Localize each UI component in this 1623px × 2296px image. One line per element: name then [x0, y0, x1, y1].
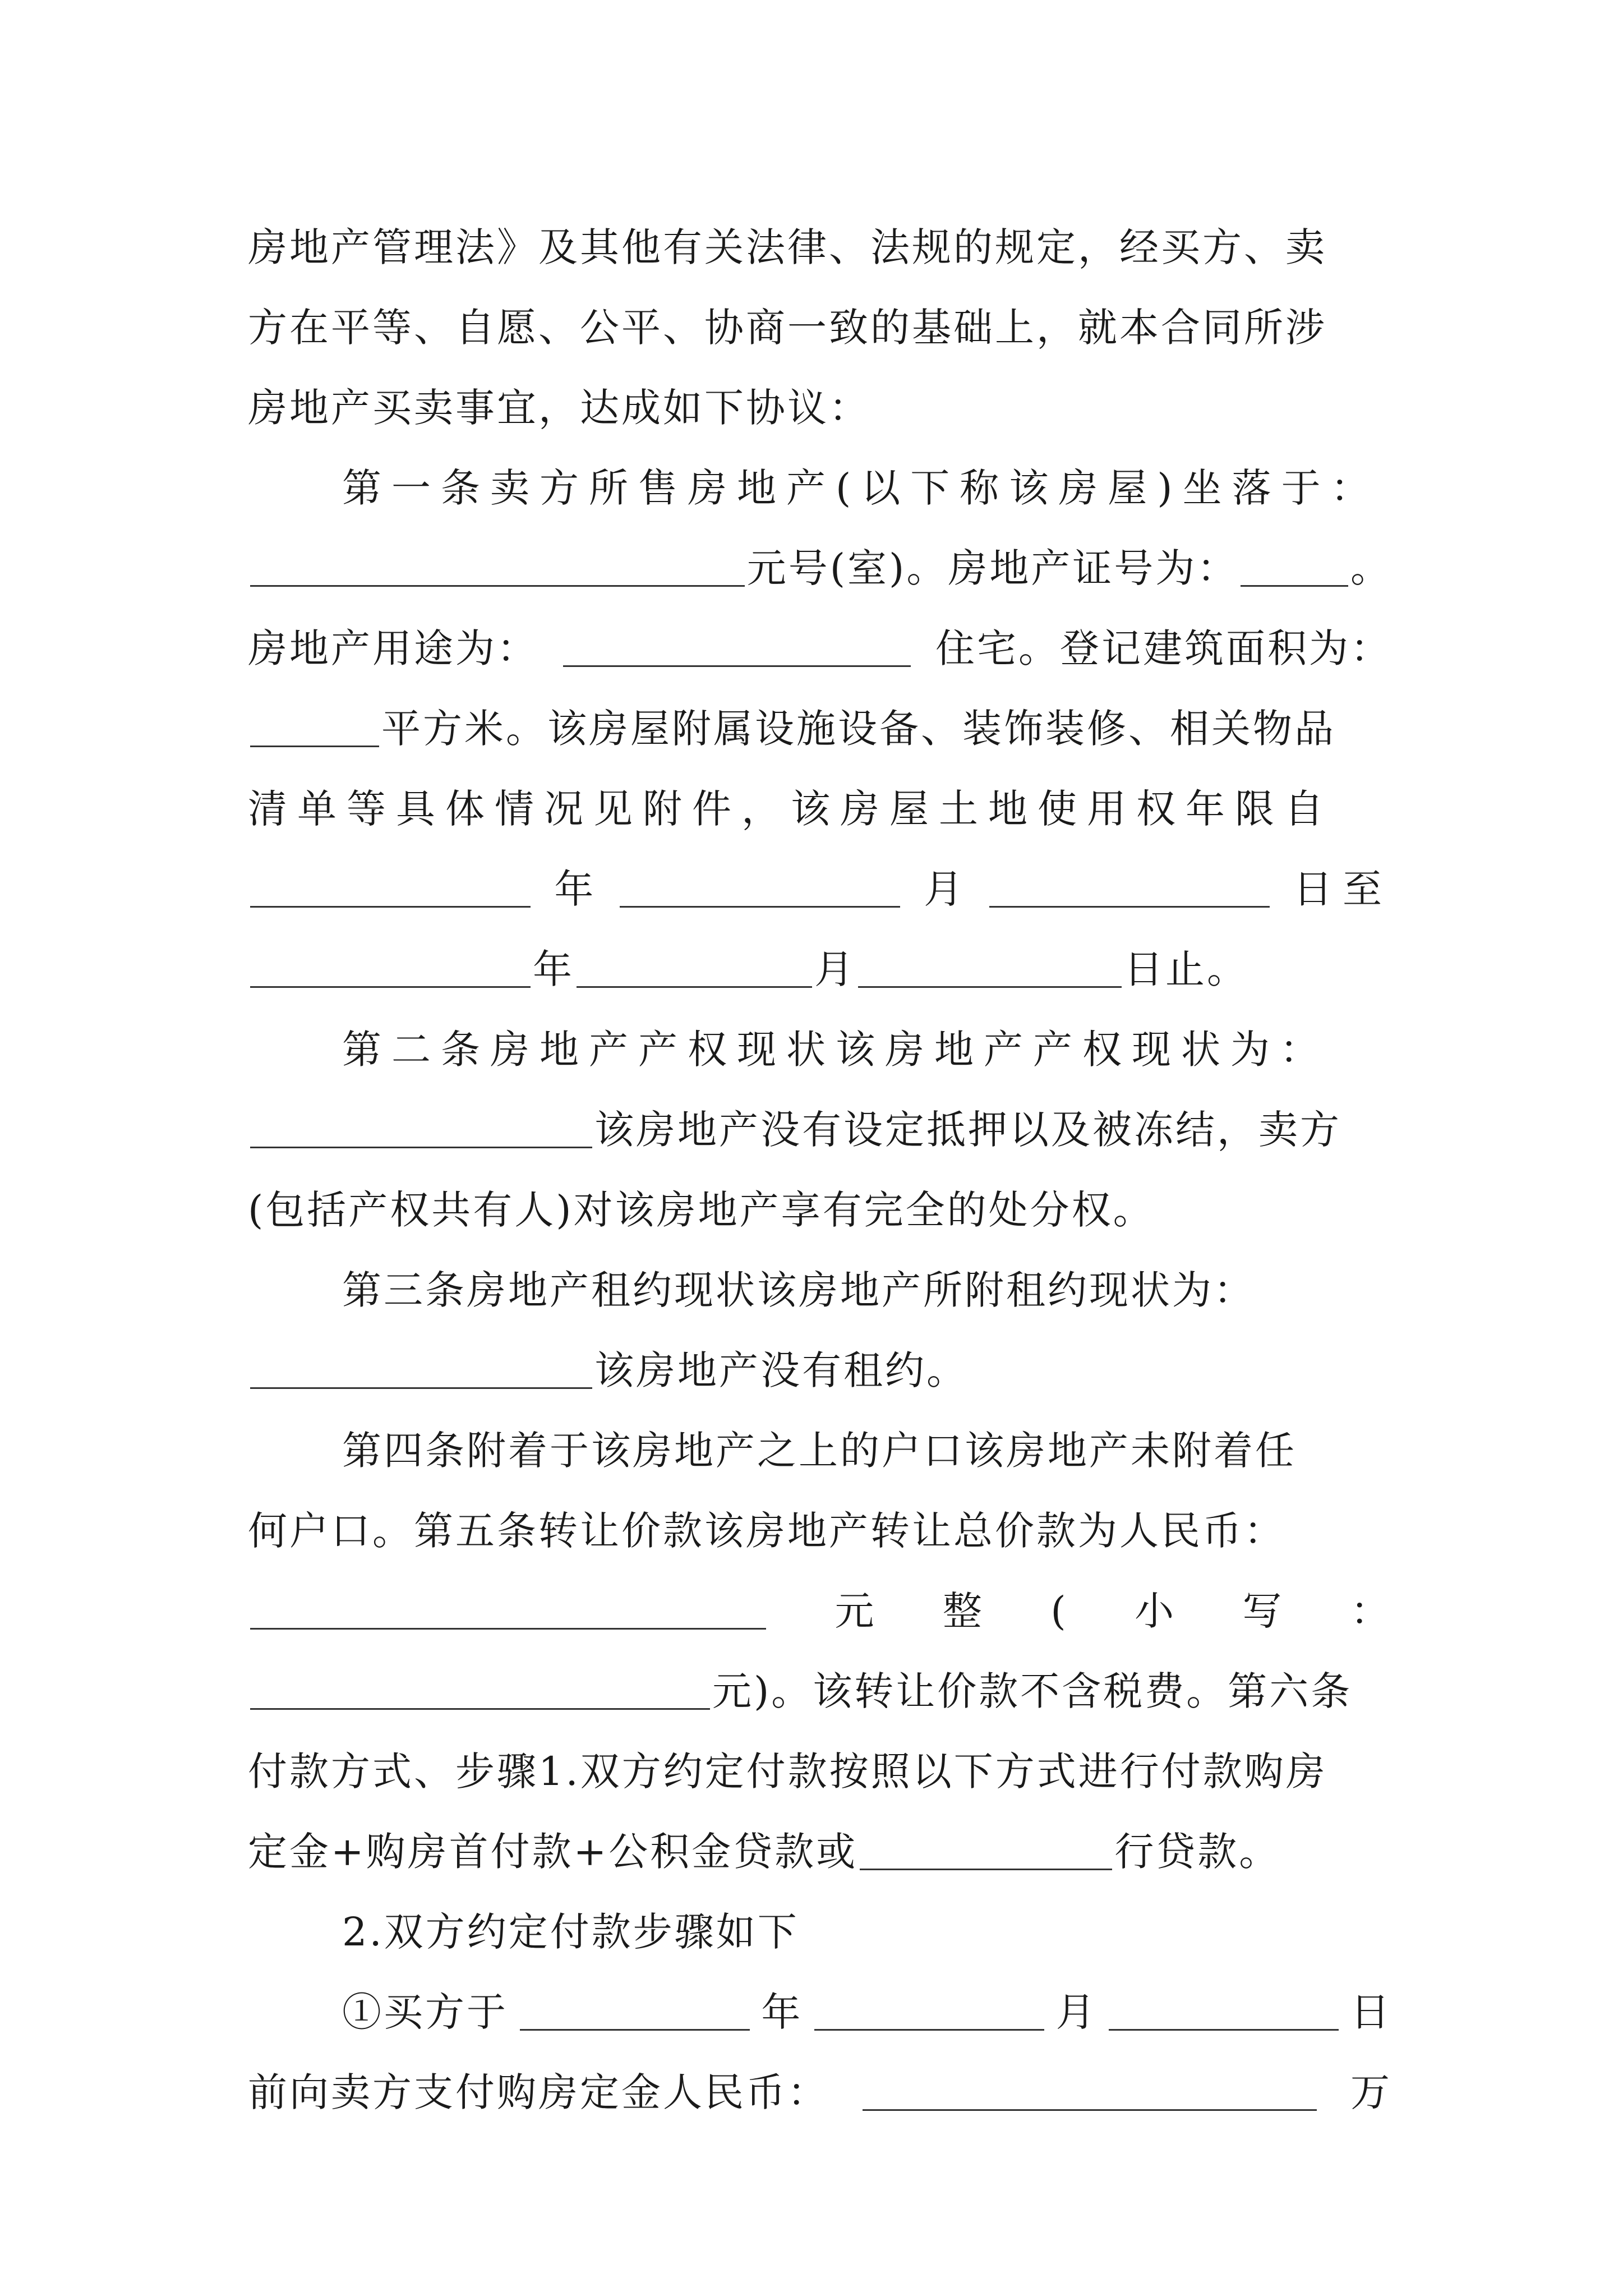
- article-3-heading: 第三条房地产租约现状该房地产所附租约现状为：: [342, 1267, 1255, 1313]
- blank-bank-name[interactable]: [860, 1833, 1112, 1870]
- blank-end-day[interactable]: [858, 951, 1122, 988]
- text-line-6: 房地产用途为： 住宅。登记建筑面积为：: [248, 625, 1392, 671]
- blank-start-month[interactable]: [620, 871, 900, 908]
- text-line-1: 房地产管理法》及其他有关法律、法规的规定，经买方、卖: [248, 224, 1327, 270]
- blank-start-day[interactable]: [989, 871, 1270, 908]
- text-line-23: ①买方于 年 月 日: [342, 1989, 1392, 2035]
- blank-deposit-amount[interactable]: [863, 2074, 1317, 2111]
- text-line-24: 前向卖方支付购房定金人民币： 万: [248, 2069, 1392, 2115]
- blank-lease-status[interactable]: [250, 1352, 592, 1389]
- text-line-10: 年 月 日止。: [248, 922, 1392, 1017]
- blank-usage[interactable]: [563, 630, 911, 667]
- text-line-15: 该房地产没有租约。: [248, 1323, 1392, 1418]
- blank-price-figures[interactable]: [250, 1673, 710, 1710]
- text-line-7: 平方米。该房屋附属设施设备、装饰装修、相关物品: [248, 681, 1392, 776]
- blank-property-status[interactable]: [250, 1111, 592, 1148]
- blank-area[interactable]: [250, 710, 379, 747]
- text-line-17: 何户口。第五条转让价款该房地产转让总价款为人民币：: [248, 1508, 1285, 1554]
- blank-deposit-month[interactable]: [814, 1994, 1044, 2031]
- article-2-heading: 第二条房地产产权现状该房地产产权现状为：: [342, 1027, 1329, 1073]
- text-line-18: 元 整 ( 小 写 ：: [248, 1563, 1392, 1659]
- text-line-3: 房地产买卖事宜，达成如下协议：: [248, 385, 870, 431]
- blank-end-month[interactable]: [577, 951, 812, 988]
- text-line-19: 元)。该转让价款不含税费。第六条: [248, 1644, 1392, 1739]
- blank-total-price[interactable]: [250, 1593, 766, 1630]
- blank-address[interactable]: [250, 550, 745, 587]
- article-4-heading: 第四条附着于该房地产之上的户口该房地产未附着任: [342, 1428, 1297, 1474]
- text-line-9: 年 月 日至: [248, 841, 1392, 937]
- blank-certificate-number[interactable]: [1241, 550, 1348, 587]
- text-line-8: 清单等具体情况见附件，该房屋土地使用权年限自: [248, 786, 1334, 832]
- blank-deposit-year[interactable]: [520, 1994, 750, 2031]
- text-line-21: 定金+购房首付款+公积金贷款或 行贷款。: [248, 1829, 1281, 1875]
- blank-end-year[interactable]: [250, 951, 531, 988]
- text-line-2: 方在平等、自愿、公平、协商一致的基础上，就本合同所涉: [248, 305, 1327, 351]
- text-line-5: 元号(室)。房地产证号为： 。: [248, 521, 1392, 616]
- text-line-20: 付款方式、步骤1.双方约定付款按照以下方式进行付款购房: [248, 1749, 1327, 1795]
- blank-start-year[interactable]: [250, 871, 531, 908]
- text-line-12: 该房地产没有设定抵押以及被冻结，卖方: [248, 1082, 1392, 1177]
- blank-deposit-day[interactable]: [1109, 1994, 1339, 2031]
- text-line-22: 2.双方约定付款步骤如下: [342, 1909, 799, 1955]
- text-line-13: (包括产权共有人)对该房地产享有完全的处分权。: [248, 1187, 1155, 1233]
- article-1-heading: 第一条卖方所售房地产(以下称该房屋)坐落于：: [342, 465, 1380, 511]
